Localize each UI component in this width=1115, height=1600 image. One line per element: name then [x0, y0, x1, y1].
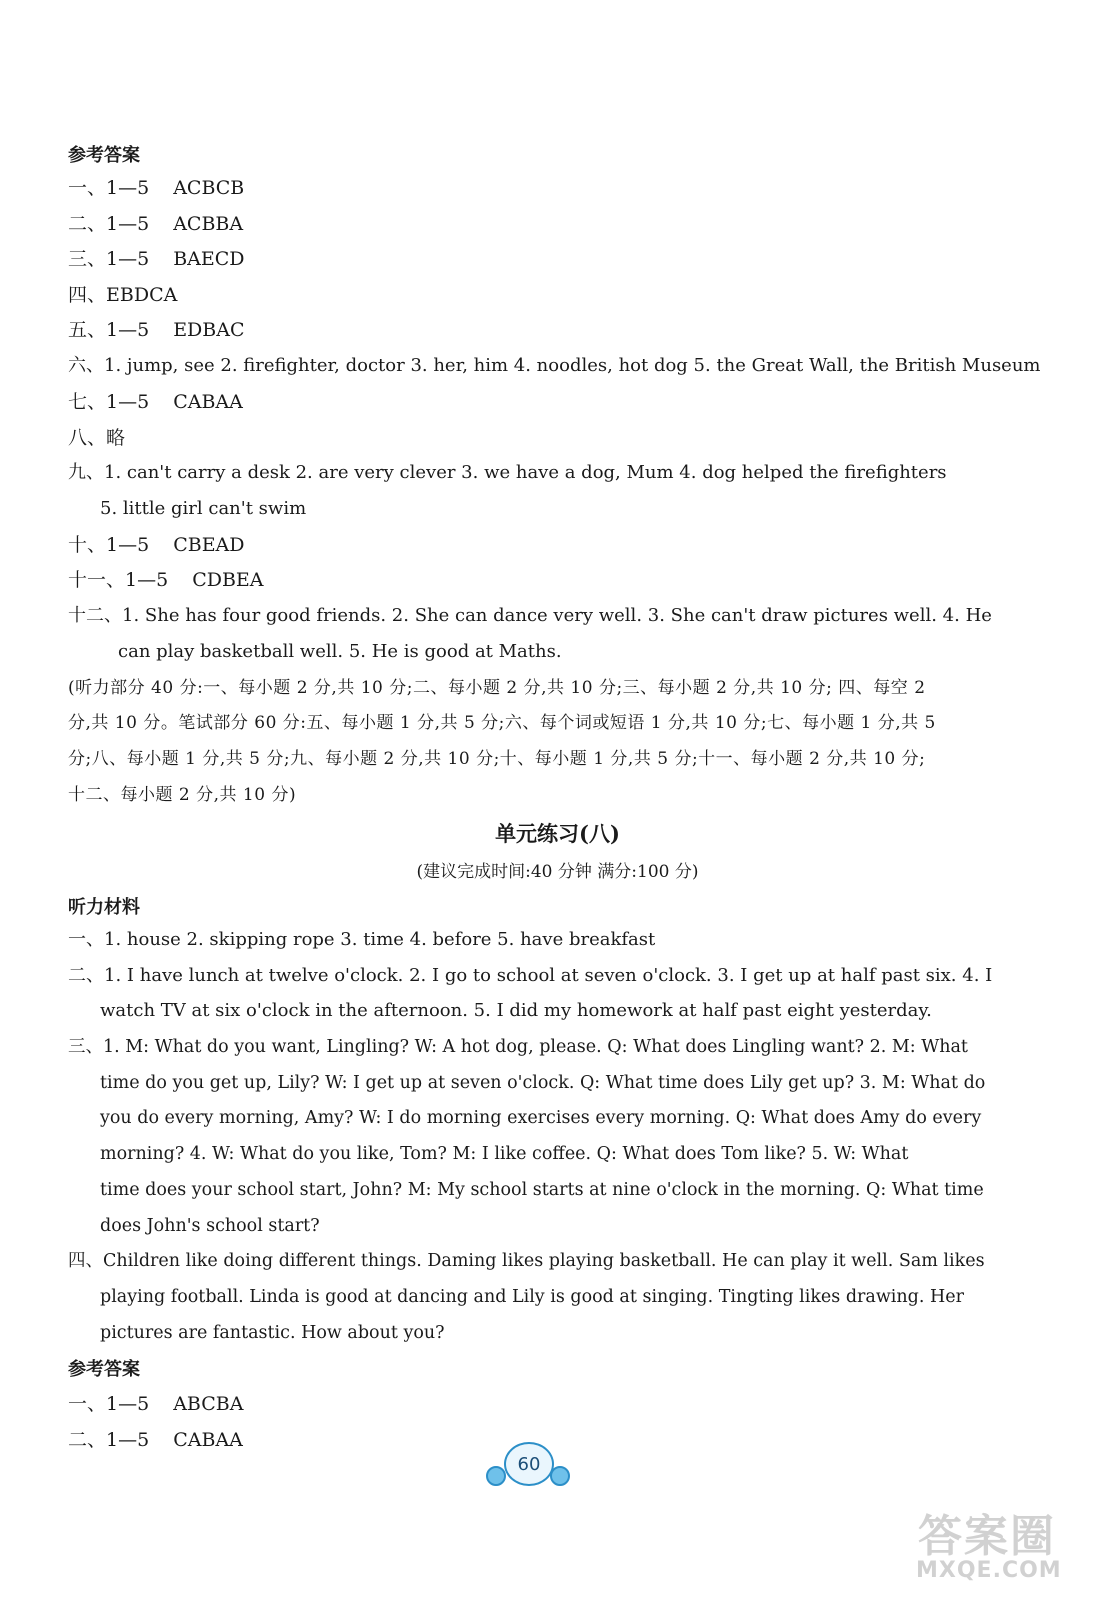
unit-title: 单元练习(八): [495, 821, 620, 846]
watermark: [900, 1500, 1105, 1595]
answer-line-4: 四、EBDCA: [68, 284, 178, 306]
answer-value: CDBEA: [192, 569, 264, 591]
answer-label: 五、1—5: [68, 319, 150, 341]
answer-value: EDBAC: [173, 319, 245, 341]
answer-value: CABAA: [173, 1429, 243, 1451]
answer-line-7: [68, 390, 243, 414]
answer-value: ABCBA: [173, 1393, 244, 1415]
watermark-url: MXQE.COM: [916, 1558, 1062, 1583]
answer-label: 一、1—5: [68, 177, 150, 199]
listening-line-3b: time do you get up, Lily? W: I get up at seven o'clock. Q: What time does Lily get up? 3. M: What do: [100, 1073, 986, 1093]
answer-label: 十、1—5: [68, 534, 150, 556]
listening-line-4c: pictures are fantastic. How about you?: [100, 1323, 445, 1343]
answer-label: 三、1—5: [68, 248, 150, 270]
answer-value: CBEAD: [173, 534, 245, 556]
answer-line-8: 八、略: [68, 427, 126, 449]
scoring-line-1: (听力部分 40 分:一、每小题 2 分,共 10 分;二、每小题 2 分,共 10 分;三、每小题 2 分,共 10 分; 四、每空 2: [68, 678, 926, 698]
listening-line-3d: morning? 4. W: What do you like, Tom? M: I like coffee. Q: What does Tom like? 5. W: What: [100, 1144, 909, 1164]
answer-label: 十一、1—5: [68, 569, 169, 591]
scoring-line-2: 分,共 10 分。笔试部分 60 分:五、每小题 1 分,共 5 分;六、每个词或短语 1 分,共 10 分;七、每小题 1 分,共 5: [68, 713, 936, 733]
page-number-badge: [486, 1440, 570, 1488]
answer-line-2: [68, 212, 243, 236]
answer-value: ACBCB: [173, 177, 245, 199]
listening-line-3e: time does your school start, John? M: My school starts at nine o'clock in the morning. Q: What time: [100, 1180, 984, 1200]
answers2-line-2: [68, 1428, 243, 1452]
answer-label: 二、1—5: [68, 1429, 150, 1451]
answers2-line-1: [68, 1392, 243, 1416]
listening-line-3f: does John's school start?: [100, 1216, 320, 1236]
answer-line-3: [68, 247, 245, 271]
answer-line-5: [68, 318, 245, 342]
answer-line-9a: 九、1. can't carry a desk 2. are very clever 3. we have a dog, Mum 4. dog helped the firefighters: [68, 462, 947, 483]
listening-line-2a: 二、1. I have lunch at twelve o'clock. 2. I go to school at seven o'clock. 3. I get up at half past six. 4. I: [68, 965, 993, 986]
answer-label: 七、1—5: [68, 391, 150, 413]
answer-label: 一、1—5: [68, 1393, 150, 1415]
answer-value: CABAA: [173, 391, 243, 413]
unit-subtitle: (建议完成时间:40 分钟 满分:100 分): [416, 862, 699, 882]
listening-line-4a: 四、Children like doing different things. Daming likes playing basketball. He can play it well. Sam likes: [68, 1251, 985, 1271]
answer-line-12b: can play basketball well. 5. He is good at Maths.: [118, 641, 562, 662]
badge-bubble-icon: [486, 1466, 506, 1486]
listening-line-3a: 三、1. M: What do you want, Lingling? W: A hot dog, please. Q: What does Lingling want? 2. M: What: [68, 1037, 968, 1057]
watermark-logo: 答案圈: [918, 1511, 1056, 1562]
page-number: 60: [504, 1442, 554, 1486]
answers2-heading: 参考答案: [68, 1359, 140, 1380]
listening-heading: 听力材料: [68, 897, 140, 918]
answer-line-6: 六、1. jump, see 2. firefighter, doctor 3. her, him 4. noodles, hot dog 5. the Great Wall, the British Museum: [68, 355, 1041, 376]
answer-line-1: [68, 176, 244, 200]
answer-line-11: [68, 568, 264, 592]
listening-line-1: 一、1. house 2. skipping rope 3. time 4. before 5. have breakfast: [68, 929, 656, 950]
answer-line-9b: 5. little girl can't swim: [100, 498, 307, 519]
badge-bubble-icon: [550, 1466, 570, 1486]
answer-line-10: [68, 533, 245, 557]
answer-value: ACBBA: [173, 213, 244, 235]
answer-label: 二、1—5: [68, 213, 150, 235]
listening-line-4b: playing football. Linda is good at dancing and Lily is good at singing. Tingting likes drawing. Her: [100, 1287, 964, 1307]
answer-value: BAECD: [173, 248, 245, 270]
listening-line-2b: watch TV at six o'clock in the afternoon. 5. I did my homework at half past eight yesterday.: [100, 1000, 932, 1021]
listening-line-3c: you do every morning, Amy? W: I do morning exercises every morning. Q: What does Amy do every: [100, 1108, 982, 1128]
scoring-line-4: 十二、每小题 2 分,共 10 分): [68, 785, 297, 805]
scoring-line-3: 分;八、每小题 1 分,共 5 分;九、每小题 2 分,共 10 分;十、每小题 1 分,共 5 分;十一、每小题 2 分,共 10 分;: [68, 749, 926, 769]
answer-line-12a: 十二、1. She has four good friends. 2. She can dance very well. 3. She can't draw pictures well. 4. He: [68, 605, 992, 626]
answers-heading: 参考答案: [68, 145, 140, 166]
